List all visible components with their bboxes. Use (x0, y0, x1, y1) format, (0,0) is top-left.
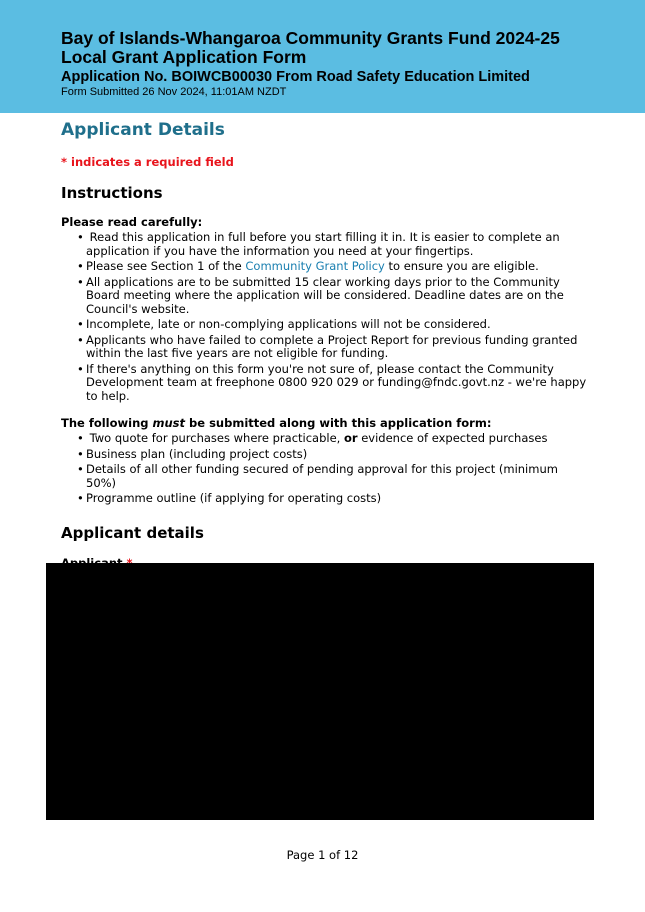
submitted-timestamp: Form Submitted 26 Nov 2024, 11:01AM NZDT (61, 86, 287, 98)
must-submit-list (61, 432, 591, 506)
read-carefully-label: Please read carefully: (61, 215, 203, 229)
list-item: • Please see Section 1 of the Community Grant Policy to ensure you are eligible. (77, 259, 539, 273)
required-field-note: * indicates a required field (61, 155, 234, 169)
applicant-details-heading: Applicant details (61, 523, 204, 542)
list-item: • Details of all other funding secured of pending approval for this project (minimum 50%) (77, 462, 558, 490)
redacted-block (46, 563, 594, 820)
list-item: • Business plan (including project costs) (77, 446, 308, 461)
form-title: Bay of Islands-Whangaroa Community Grants Fund 2024-25 (61, 28, 560, 48)
section-title: Applicant Details (61, 120, 225, 140)
must-submit-heading: The following must be submitted along with this application form: (61, 416, 492, 430)
form-subtitle: Local Grant Application Form (61, 47, 307, 67)
header-banner (0, 0, 645, 113)
instructions-heading: Instructions (61, 184, 163, 202)
list-item: • All applications are to be submitted 15 clear working days prior to the Community Board meeting where the application will be considered. Deadline dates are on the Council's website. (77, 274, 564, 316)
list-item: • If there's anything on this form you're not sure of, please contact the Community Development team at freephone 0800 920 029 or funding@fndc.govt.nz - we're happy to help. (77, 361, 587, 403)
list-item: • Programme outline (if applying for operating costs) (77, 491, 382, 505)
community-grant-policy-link[interactable]: Community Grant Policy (245, 259, 385, 273)
list-item: • Read this application in full before you start filling it in. It is easier to complete an application if you have the information you need at your fingertips. (77, 230, 560, 258)
list-item: • Applicants who have failed to complete a Project Report for previous funding granted within the last five years are not eligible for funding. (77, 332, 578, 360)
list-item: • Incomplete, late or non-complying applications will not be considered. (77, 317, 491, 331)
instructions-list (61, 231, 591, 403)
list-item: • Two quote for purchases where practicable, or evidence of expected purchases (77, 431, 548, 445)
page-content (61, 120, 591, 584)
application-number: Application No. BOIWCB00030 From Road Safety Education Limited (61, 69, 530, 85)
page-number: Page 1 of 12 (286, 848, 359, 862)
